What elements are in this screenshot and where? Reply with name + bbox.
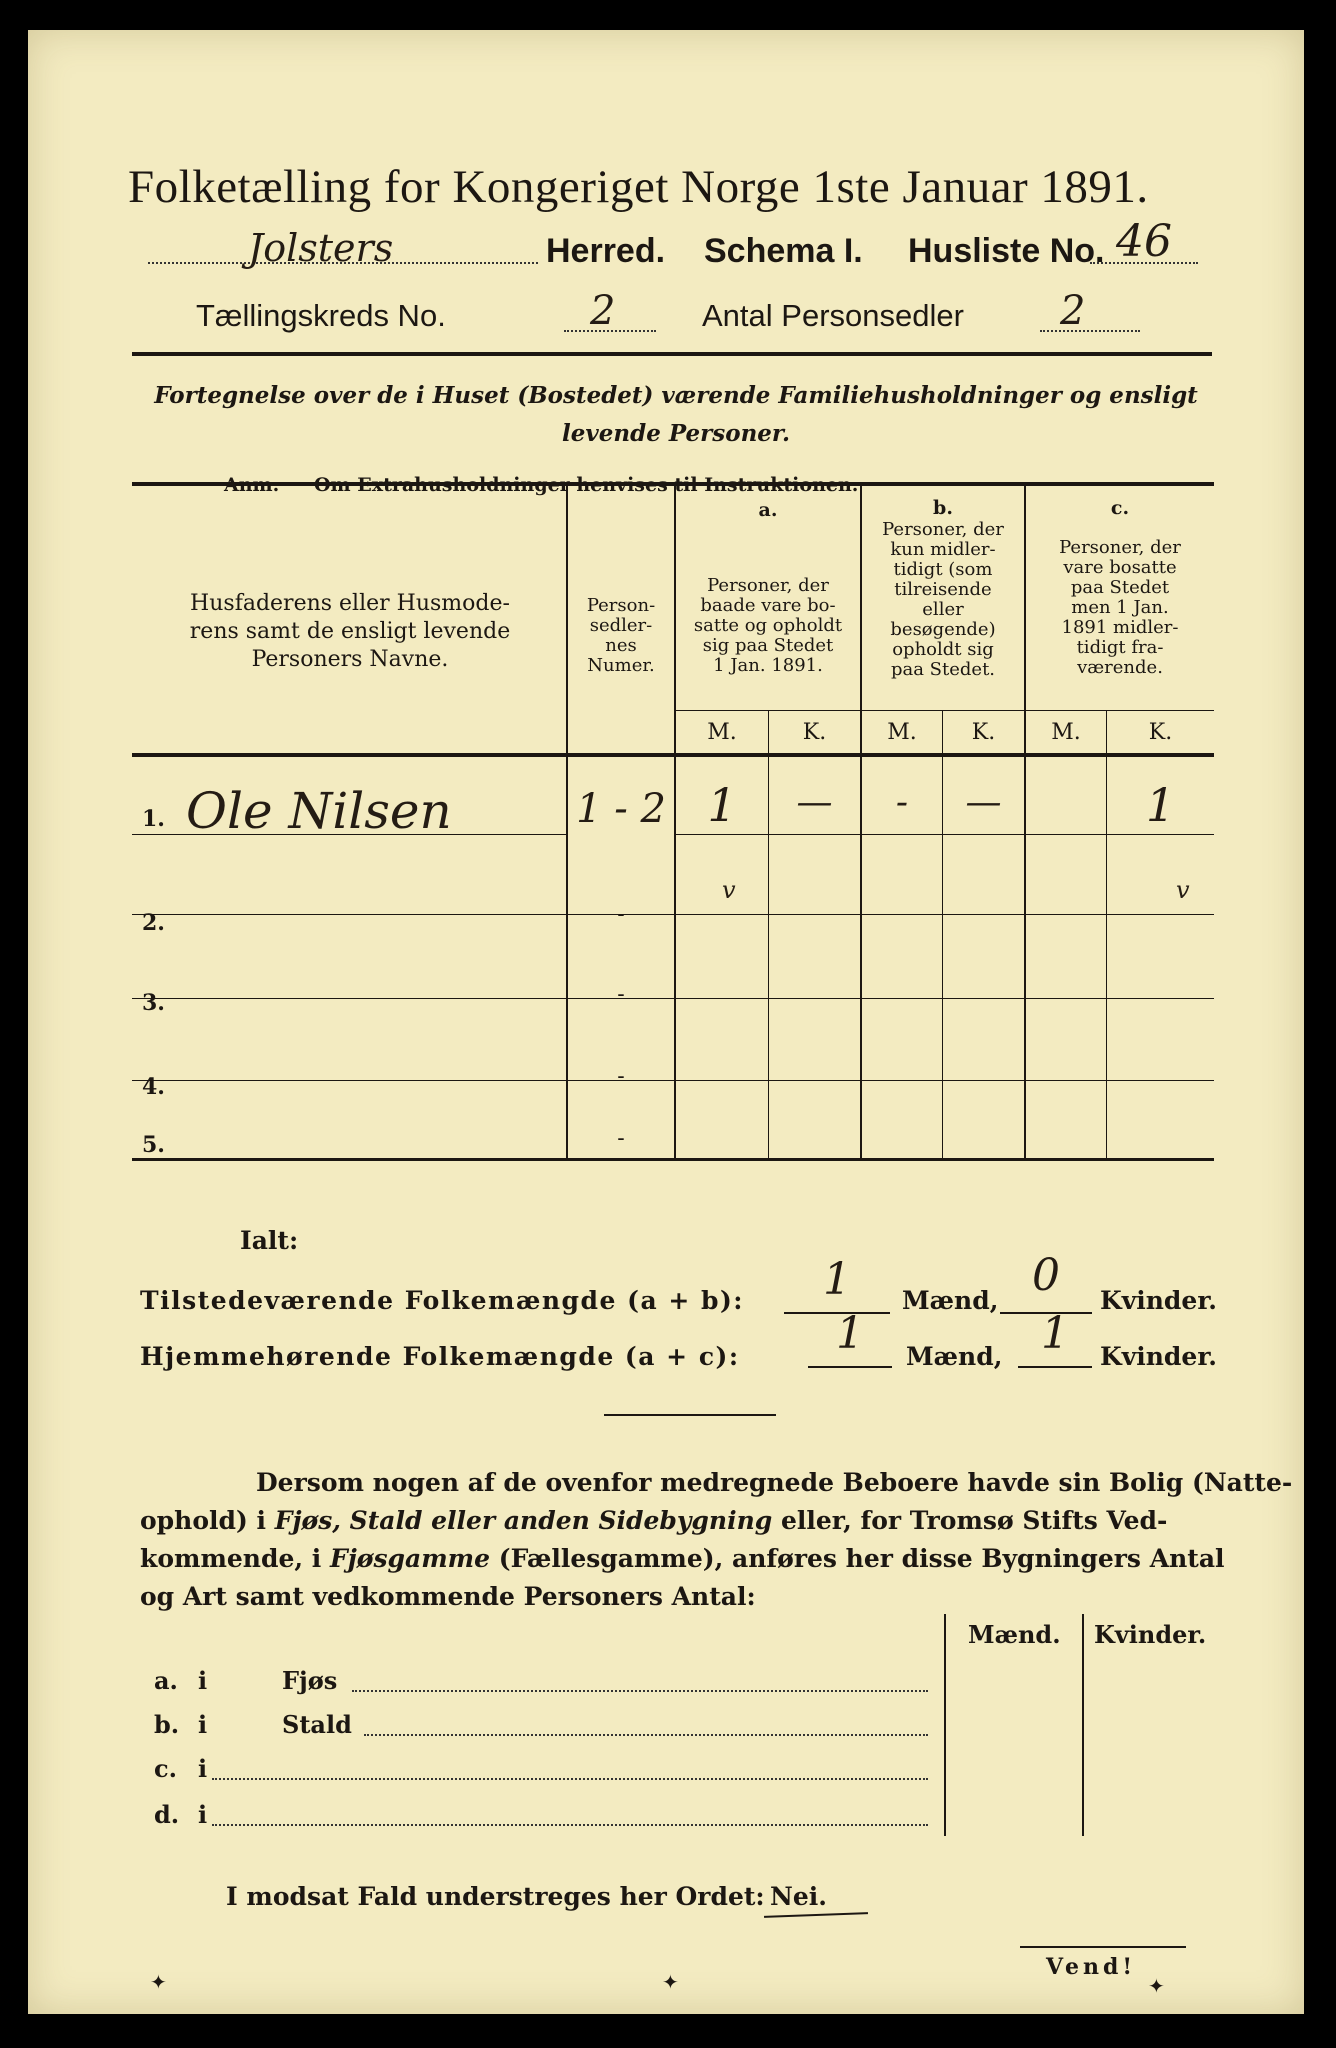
herred-label: Herred.: [546, 232, 666, 270]
buildings-para-line3: kommende, i Fjøsgamme (Fællesgamme), anføres her disse Bygningers Antal: [140, 1544, 1225, 1573]
row-1-number: 1.: [142, 806, 165, 832]
col-c-letter: c.: [1110, 497, 1130, 519]
totals-row1-maend: Mænd,: [902, 1286, 999, 1315]
footer-word-nei: Nei.: [770, 1882, 827, 1911]
center-bottom-mark-icon: ✦: [662, 1970, 679, 1994]
row-2-a-m: v: [722, 876, 736, 904]
building-d-dotline: [212, 1824, 928, 1826]
c-m-label: M.: [1051, 720, 1081, 745]
building-a-dotline: [352, 1690, 928, 1692]
section-divider: [604, 1414, 776, 1416]
buildings-col-line-1: [944, 1614, 946, 1836]
buildings-maend-header: Mænd.: [968, 1620, 1061, 1649]
row-line-1-cols: [676, 834, 1214, 835]
totals-row1-kvinder: Kvinder.: [1100, 1286, 1217, 1315]
personsedler-value: 2: [1060, 288, 1086, 334]
row-1-a-m: 1: [707, 778, 737, 832]
building-d-letter: d.: [154, 1800, 180, 1829]
building-a-i: i: [198, 1666, 208, 1695]
totals-row2-k-line: [1018, 1366, 1092, 1368]
col-b-header: Personer, der kun midler- tidigt (som tilreisende eller besøgende) opholdt sig paa Stedet.: [882, 519, 1004, 680]
intro-line1: Fortegnelse over de i Huset (Bostedet) værende Familiehusholdninger og ensligt: [154, 382, 1198, 409]
ialt-label: Ialt:: [240, 1226, 299, 1255]
building-a-letter: a.: [154, 1666, 178, 1695]
row-4-number: 4.: [142, 1074, 165, 1100]
col-num-header: Person- sedler- nes Numer.: [586, 595, 656, 676]
vend-text: Vend!: [1046, 1954, 1137, 1980]
col-line-b-mk: [942, 710, 943, 1160]
b-k-label: K.: [971, 720, 996, 745]
personsedler-label: Antal Personsedler: [702, 298, 964, 333]
row-1-a-k: —: [796, 782, 833, 823]
vend-rule: [1020, 1946, 1186, 1948]
row-1-c-k: 1: [1145, 778, 1176, 832]
row-1-name: Ole Nilsen: [186, 782, 452, 840]
building-a-label: Fjøs: [282, 1666, 338, 1695]
footer-text: I modsat Fald understreges her Ordet:: [226, 1882, 765, 1911]
a-m-label: M.: [707, 720, 737, 745]
building-b-letter: b.: [154, 1710, 180, 1739]
buildings-paragraph: [140, 1464, 1293, 1616]
building-b-dotline: [364, 1734, 928, 1736]
kreds-value: 2: [590, 288, 616, 334]
table-header-rule: [132, 753, 1214, 757]
totals-row2-label: Hjemmehørende Folkemængde (a + c):: [140, 1342, 740, 1371]
row-2-sedler: -: [617, 902, 625, 927]
b-m-label: M.: [887, 720, 917, 745]
intro-line2: levende Personer.: [562, 420, 790, 447]
row-3-number: 3.: [142, 990, 165, 1016]
row-2-c-k: v: [1176, 876, 1190, 904]
building-c-letter: c.: [154, 1754, 177, 1783]
row-1-b-k: —: [965, 782, 1002, 823]
col-line-a-mk: [768, 710, 769, 1160]
totals-row2-m-line: [808, 1366, 892, 1368]
totals-row2-kvinder: Kvinder.: [1100, 1342, 1217, 1371]
building-c-i: i: [198, 1754, 208, 1783]
totals-row1-label: Tilstedeværende Folkemængde (a + b):: [140, 1286, 745, 1315]
form-title: Folketælling for Kongeriget Norge 1ste Januar 1891.: [128, 161, 1149, 213]
mk-top-rule: [676, 710, 1214, 711]
col-c-header: Personer, der vare bosatte paa Stedet men 1 Jan. 1891 midler- tidigt fra- værende.: [1059, 537, 1181, 678]
totals-row2-m: 1: [836, 1308, 864, 1359]
buildings-para-line2: ophold) i Fjøs, Stald eller anden Sidebygning eller, for Tromsø Stifts Ved-: [140, 1506, 1168, 1535]
totals-row2-maend: Mænd,: [906, 1342, 1003, 1371]
row-1-sedler: 1 - 2: [576, 786, 666, 832]
buildings-kvinder-header: Kvinder.: [1094, 1620, 1207, 1649]
col-a-letter: a.: [758, 499, 778, 521]
personsedler-dotline: [1040, 330, 1140, 332]
left-bottom-mark-icon: ✦: [150, 1970, 167, 1994]
right-bottom-mark-icon: ✦: [1148, 1974, 1165, 1998]
row-1-b-m: -: [895, 782, 909, 823]
a-k-label: K.: [802, 720, 827, 745]
building-c-dotline: [212, 1778, 928, 1780]
col-name-header: Husfaderens eller Husmode- rens samt de ensligt levende Personers Navne.: [189, 591, 511, 672]
c-k-label: K.: [1148, 720, 1173, 745]
row-3-sedler: -: [617, 982, 625, 1007]
col-a-header: Personer, der baade vare bo- satte og opholdt sig paa Stedet 1 Jan. 1891.: [693, 575, 843, 676]
husliste-value: 46: [1116, 216, 1172, 267]
husliste-label: Husliste No.: [908, 232, 1105, 270]
nei-underline: [764, 1912, 868, 1918]
schema-label: Schema I.: [704, 232, 863, 270]
census-form: [28, 30, 1304, 2014]
row-2-number: 2.: [142, 910, 165, 936]
building-b-i: i: [198, 1710, 208, 1739]
buildings-para-line4: og Art samt vedkommende Personers Antal:: [140, 1582, 756, 1611]
kreds-label: Tællingskreds No.: [196, 298, 446, 333]
row-4-sedler: -: [617, 1064, 625, 1089]
totals-row2-k: 1: [1041, 1308, 1069, 1359]
table-top-rule: [132, 482, 1214, 486]
row-5-number: 5.: [142, 1132, 165, 1158]
buildings-col-line-2: [1082, 1614, 1084, 1836]
header-rule: [132, 352, 1212, 356]
herred-value: Jolsters: [248, 226, 394, 270]
building-d-i: i: [198, 1800, 208, 1829]
buildings-para-line1: Dersom nogen af de ovenfor medregnede Beboere havde sin Bolig (Natte-: [256, 1468, 1293, 1497]
building-b-label: Stald: [282, 1710, 352, 1739]
table-bottom-rule: [132, 1158, 1214, 1161]
col-b-letter: b.: [933, 497, 953, 519]
totals-row1-m: 1: [823, 1254, 851, 1305]
totals-row1-k: 0: [1032, 1250, 1060, 1301]
row-5-sedler: -: [617, 1126, 625, 1151]
